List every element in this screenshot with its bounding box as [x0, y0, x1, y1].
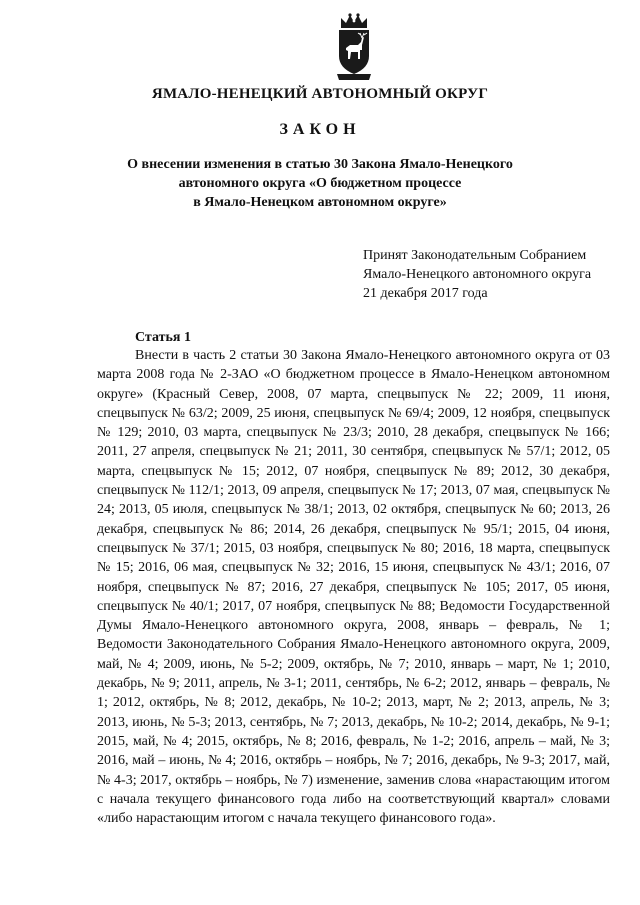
adoption-statement [363, 246, 633, 303]
document-type-title: ЗАКОН [279, 121, 361, 138]
coat-of-arms-icon [331, 12, 377, 82]
adoption-date: 21 декабря 2017 года [363, 286, 488, 301]
adoption-line: Ямало-Ненецкого автономного округа [363, 267, 592, 282]
region-name: ЯМАЛО-НЕНЕЦКИЙ АВТОНОМНЫЙ ОКРУГ [151, 86, 489, 102]
law-subject [90, 155, 550, 212]
article-heading: Статья 1 [135, 330, 191, 345]
article-body: Внести в часть 2 статьи 30 Закона Ямало-Ненецкого автономного округа от 03 марта 2008 года № 2-ЗАО «О бюджетном процессе в Ямало-Ненецком автономном округе» (Красный Север, 2008, 07 марта, спецвыпуск № 22; 2009, 11 июня, спецвыпуск № 63/2; 2009, 25 июня, спецвыпуск № 69/4; 2009, 12 ноября, спецвыпуск № 129; 2010, 03 марта, спецвыпуск № 23/3; 2010, 28 декабря, спецвыпуск № 166; 2011, 27 апреля, спецвыпуск № 21; 2011, 30 сентября, спецвыпуск № 57/1; 2012, 05 марта, спецвыпуск № 15; 2012, 07 ноября, спецвыпуск № 89; 2012, 30 декабря, спецвыпуск № 112/1; 2013, 09 апреля, спецвыпуск № 17; 2013, 07 мая, спецвыпуск № 24; 2013, 05 июля, спецвыпуск № 38/1; 2013, 02 октября, спецвыпуск № 60; 2013, 26 декабря, спецвыпуск № 86; 2014, 26 декабря, спецвыпуск № 95/1; 2015, 04 июня, спецвыпуск № 37/1; 2015, 03 ноября, спецвыпуск № 80; 2016, 18 марта, спецвыпуск № 15; 2016, 06 мая, спецвыпуск № 32; 2016, 15 июня, спецвыпуск № 43/1; 2016, 07 ноября, спецвыпуск № 87; 2016, 27 декабря, спецвыпуск № 105; 2017, 05 июня, спецвыпуск № 40/1; 2017, 07 ноября, спецвыпуск № 88; Ведомости Государственной Думы Ямало-Ненецкого автономного округа, 2008, январь – февраль, № 1; Ведомости Законодательного Собрания Ямало-Ненецкого автономного округа, 2009, май, № 4; 2009, июнь, № 5-2; 2009, октябрь, № 7; 2010, январь – март, № 1; 2010, декабрь, № 9; 2011, апрель, № 3-1; 2011, сентябрь, № 6-2; 2012, январь – февраль, № 1; 2012, октябрь, № 8; 2012, декабрь, № 10-2; 2013, март, № 2; 2013, апрель, № 3; 2013, июнь, № 5-3; 2013, сентябрь, № 7; 2013, декабрь, № 10-2; 2014, декабрь, № 9-1; 2015, май, № 4; 2015, октябрь, № 8; 2016, февраль, № 1-2; 2016, апрель – май, № 3; 2016, май – июнь, № 4; 2016, октябрь – ноябрь, № 7; 2016, декабрь, № 9-3; 2017, май, № 4-3; 2017, октябрь – ноябрь, № 7) изменение, заменив слова «нарастающим итогом с начала текущего финансового года либо на соответствующий квартал» словами «либо нарастающим итогом с начала текущего финансового года». [97, 348, 610, 827]
subject-line: в Ямало-Ненецком автономном округе» [193, 195, 447, 210]
subject-line: автономного округа «О бюджетном процессе [178, 176, 462, 191]
adoption-line: Принят Законодательным Собранием [363, 248, 587, 263]
subject-line: О внесении изменения в статью 30 Закона Ямало-Ненецкого [127, 157, 513, 172]
